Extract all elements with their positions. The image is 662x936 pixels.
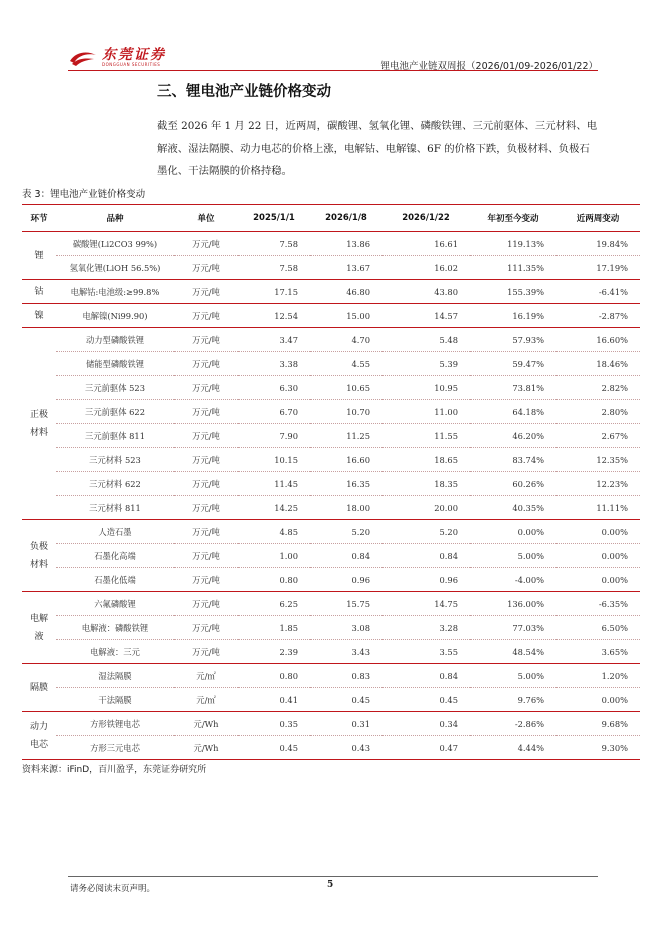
table-cell: 2.39 bbox=[238, 640, 310, 664]
table-cell: 石墨化高端 bbox=[56, 544, 174, 568]
table-cell: 3.65% bbox=[556, 640, 640, 664]
table-cell: 万元/吨 bbox=[174, 256, 238, 280]
table-cell: -4.00% bbox=[470, 568, 556, 592]
table-cell: 11.25 bbox=[310, 424, 382, 448]
table-row bbox=[22, 616, 640, 640]
column-header: 2025/1/1 bbox=[238, 205, 310, 232]
table-cell: 20.00 bbox=[382, 496, 470, 520]
logo-swoosh-icon bbox=[68, 49, 98, 67]
table-cell: 0.45 bbox=[382, 688, 470, 712]
table-row bbox=[22, 544, 640, 568]
column-header: 单位 bbox=[174, 205, 238, 232]
table-cell: 0.41 bbox=[238, 688, 310, 712]
table-cell: 5.20 bbox=[310, 520, 382, 544]
table-cell: 万元/吨 bbox=[174, 448, 238, 472]
header-divider bbox=[68, 70, 598, 71]
table-row bbox=[22, 328, 640, 352]
price-change-table bbox=[22, 204, 640, 760]
table-cell: 5.48 bbox=[382, 328, 470, 352]
footer-disclaimer: 请务必阅读末页声明。 bbox=[70, 884, 156, 894]
table-cell: 万元/吨 bbox=[174, 400, 238, 424]
table-cell: 0.00% bbox=[470, 520, 556, 544]
table-cell: 方形三元电芯 bbox=[56, 736, 174, 760]
table-cell: -2.87% bbox=[556, 304, 640, 328]
table-cell: 元/㎡ bbox=[174, 664, 238, 688]
table-cell: 方形铁锂电芯 bbox=[56, 712, 174, 736]
table-cell: 0.45 bbox=[310, 688, 382, 712]
table-cell: 0.35 bbox=[238, 712, 310, 736]
table-cell: 动力型磷酸铁锂 bbox=[56, 328, 174, 352]
table-cell: 59.47% bbox=[470, 352, 556, 376]
table-cell: 万元/吨 bbox=[174, 280, 238, 304]
table-header-row bbox=[22, 205, 640, 232]
table-cell: 3.28 bbox=[382, 616, 470, 640]
table-row bbox=[22, 424, 640, 448]
table-cell: 万元/吨 bbox=[174, 592, 238, 616]
table-cell: 石墨化低端 bbox=[56, 568, 174, 592]
table-cell: 3.43 bbox=[310, 640, 382, 664]
table-cell: 0.00% bbox=[556, 520, 640, 544]
table-cell: 14.75 bbox=[382, 592, 470, 616]
table-row bbox=[22, 640, 640, 664]
table-cell: 六氟磷酸锂 bbox=[56, 592, 174, 616]
table-cell: 16.60 bbox=[310, 448, 382, 472]
table-cell: 电解镍(Ni99.90) bbox=[56, 304, 174, 328]
data-source: 资料来源：iFinD，百川盈孚，东莞证券研究所 bbox=[22, 765, 207, 775]
table-cell: 17.19% bbox=[556, 256, 640, 280]
column-header: 近两周变动 bbox=[556, 205, 640, 232]
table-cell: 16.35 bbox=[310, 472, 382, 496]
table-cell: 19.84% bbox=[556, 232, 640, 256]
table-cell: 2.82% bbox=[556, 376, 640, 400]
table-cell: 电解钴:电池级:≥99.8% bbox=[56, 280, 174, 304]
table-cell: 0.80 bbox=[238, 664, 310, 688]
table-cell: 0.84 bbox=[310, 544, 382, 568]
table-cell: 干法隔膜 bbox=[56, 688, 174, 712]
company-logo bbox=[68, 48, 166, 68]
table-row bbox=[22, 592, 640, 616]
segment-cell: 电解 液 bbox=[22, 592, 56, 664]
table-cell: 18.35 bbox=[382, 472, 470, 496]
table-cell: 万元/吨 bbox=[174, 544, 238, 568]
column-header: 2026/1/22 bbox=[382, 205, 470, 232]
table-cell: 3.38 bbox=[238, 352, 310, 376]
table-cell: 三元材料 811 bbox=[56, 496, 174, 520]
table-row bbox=[22, 520, 640, 544]
table-cell: 碳酸锂(Li2CO3 99%) bbox=[56, 232, 174, 256]
table-cell: 0.34 bbox=[382, 712, 470, 736]
table-cell: 电解液：磷酸铁锂 bbox=[56, 616, 174, 640]
table-cell: 15.75 bbox=[310, 592, 382, 616]
table-row bbox=[22, 304, 640, 328]
table-cell: 万元/吨 bbox=[174, 640, 238, 664]
table-cell: 三元材料 622 bbox=[56, 472, 174, 496]
table-cell: 16.61 bbox=[382, 232, 470, 256]
table-cell: 5.00% bbox=[470, 664, 556, 688]
table-cell: 0.31 bbox=[310, 712, 382, 736]
table-cell: 77.03% bbox=[470, 616, 556, 640]
logo-english-name: DONGGUAN SECURITIES bbox=[102, 62, 161, 67]
table-cell: 136.00% bbox=[470, 592, 556, 616]
table-row bbox=[22, 448, 640, 472]
summary-paragraph: 截至 2026 年 1 月 22 日，近两周，碳酸锂、氢氧化锂、磷酸铁锂、三元前驱体、三元材料、电解液、湿法隔膜、动力电芯的价格上涨，电解钴、电解镍、6F 的价格下跌，负极材料、负极石墨化、干法隔膜的价格持稳。 bbox=[157, 120, 598, 177]
table-cell: 10.70 bbox=[310, 400, 382, 424]
table-cell: -6.41% bbox=[556, 280, 640, 304]
table-cell: 10.65 bbox=[310, 376, 382, 400]
table-cell: 16.02 bbox=[382, 256, 470, 280]
table-cell: 三元前驱体 523 bbox=[56, 376, 174, 400]
table-cell: 16.19% bbox=[470, 304, 556, 328]
table-cell: 0.84 bbox=[382, 544, 470, 568]
table-cell: 0.47 bbox=[382, 736, 470, 760]
table-cell: 10.95 bbox=[382, 376, 470, 400]
table-cell: 万元/吨 bbox=[174, 520, 238, 544]
table-cell: 16.60% bbox=[556, 328, 640, 352]
table-cell: 9.68% bbox=[556, 712, 640, 736]
table-cell: 0.84 bbox=[382, 664, 470, 688]
table-cell: 0.00% bbox=[556, 688, 640, 712]
table-cell: 4.44% bbox=[470, 736, 556, 760]
table-cell: 3.08 bbox=[310, 616, 382, 640]
table-row bbox=[22, 496, 640, 520]
segment-cell: 正极 材料 bbox=[22, 328, 56, 520]
table-cell: 4.55 bbox=[310, 352, 382, 376]
table-cell: 三元前驱体 622 bbox=[56, 400, 174, 424]
page-number: 5 bbox=[327, 880, 334, 890]
table-cell: 7.90 bbox=[238, 424, 310, 448]
table-cell: 11.55 bbox=[382, 424, 470, 448]
table-row bbox=[22, 472, 640, 496]
table-row bbox=[22, 352, 640, 376]
table-cell: 万元/吨 bbox=[174, 496, 238, 520]
table-body bbox=[22, 232, 640, 760]
table-cell: 9.30% bbox=[556, 736, 640, 760]
segment-cell: 钴 bbox=[22, 280, 56, 304]
table-cell: 11.00 bbox=[382, 400, 470, 424]
table-cell: 48.54% bbox=[470, 640, 556, 664]
segment-cell: 隔膜 bbox=[22, 664, 56, 712]
table-cell: 43.80 bbox=[382, 280, 470, 304]
table-cell: 12.35% bbox=[556, 448, 640, 472]
table-cell: 万元/吨 bbox=[174, 328, 238, 352]
table-cell: 73.81% bbox=[470, 376, 556, 400]
table-cell: 46.80 bbox=[310, 280, 382, 304]
table-row bbox=[22, 568, 640, 592]
table-cell: 湿法隔膜 bbox=[56, 664, 174, 688]
table-cell: 三元前驱体 811 bbox=[56, 424, 174, 448]
table-cell: 46.20% bbox=[470, 424, 556, 448]
table-cell: 13.67 bbox=[310, 256, 382, 280]
table-cell: 9.76% bbox=[470, 688, 556, 712]
table-cell: 11.45 bbox=[238, 472, 310, 496]
table-cell: 10.15 bbox=[238, 448, 310, 472]
table-row bbox=[22, 400, 640, 424]
table-cell: 14.57 bbox=[382, 304, 470, 328]
segment-cell: 负极 材料 bbox=[22, 520, 56, 592]
table-cell: 1.00 bbox=[238, 544, 310, 568]
segment-cell: 镍 bbox=[22, 304, 56, 328]
table-cell: 三元材料 523 bbox=[56, 448, 174, 472]
table-cell: 6.70 bbox=[238, 400, 310, 424]
table-cell: 6.30 bbox=[238, 376, 310, 400]
table-cell: 11.11% bbox=[556, 496, 640, 520]
table-cell: 0.00% bbox=[556, 568, 640, 592]
segment-cell: 锂 bbox=[22, 232, 56, 280]
table-cell: 60.26% bbox=[470, 472, 556, 496]
table-cell: 155.39% bbox=[470, 280, 556, 304]
table-cell: 13.86 bbox=[310, 232, 382, 256]
column-header: 环节 bbox=[22, 205, 56, 232]
table-cell: 6.50% bbox=[556, 616, 640, 640]
table-cell: 电解液：三元 bbox=[56, 640, 174, 664]
table-cell: 4.85 bbox=[238, 520, 310, 544]
table-cell: 0.83 bbox=[310, 664, 382, 688]
table-row bbox=[22, 688, 640, 712]
table-row bbox=[22, 664, 640, 688]
table-row bbox=[22, 376, 640, 400]
table-cell: 万元/吨 bbox=[174, 304, 238, 328]
table-row bbox=[22, 232, 640, 256]
table-cell: 3.55 bbox=[382, 640, 470, 664]
table-caption: 表 3：锂电池产业链价格变动 bbox=[22, 189, 146, 200]
footer-divider bbox=[68, 876, 598, 877]
table-cell: 5.20 bbox=[382, 520, 470, 544]
table-cell: 1.20% bbox=[556, 664, 640, 688]
report-title: 锂电池产业链双周报（2026/01/09-2026/01/22） bbox=[380, 61, 598, 72]
table-cell: 0.96 bbox=[382, 568, 470, 592]
table-cell: 0.80 bbox=[238, 568, 310, 592]
table-cell: 6.25 bbox=[238, 592, 310, 616]
table-cell: 元/Wh bbox=[174, 712, 238, 736]
table-cell: 0.45 bbox=[238, 736, 310, 760]
table-cell: 12.54 bbox=[238, 304, 310, 328]
table-cell: 111.35% bbox=[470, 256, 556, 280]
table-row bbox=[22, 280, 640, 304]
table-cell: 18.46% bbox=[556, 352, 640, 376]
table-cell: 万元/吨 bbox=[174, 616, 238, 640]
table-cell: 18.65 bbox=[382, 448, 470, 472]
table-cell: 储能型磷酸铁锂 bbox=[56, 352, 174, 376]
table-cell: -2.86% bbox=[470, 712, 556, 736]
table-cell: 万元/吨 bbox=[174, 352, 238, 376]
table-cell: 4.70 bbox=[310, 328, 382, 352]
table-cell: 17.15 bbox=[238, 280, 310, 304]
table-cell: 14.25 bbox=[238, 496, 310, 520]
table-cell: 119.13% bbox=[470, 232, 556, 256]
table-cell: 0.00% bbox=[556, 544, 640, 568]
table-cell: 18.00 bbox=[310, 496, 382, 520]
table-cell: 40.35% bbox=[470, 496, 556, 520]
segment-cell: 动力 电芯 bbox=[22, 712, 56, 760]
table-row bbox=[22, 256, 640, 280]
table-cell: 万元/吨 bbox=[174, 424, 238, 448]
table-cell: 人造石墨 bbox=[56, 520, 174, 544]
table-cell: 元/㎡ bbox=[174, 688, 238, 712]
column-header: 年初至今变动 bbox=[470, 205, 556, 232]
table-cell: 万元/吨 bbox=[174, 232, 238, 256]
page-header bbox=[68, 46, 598, 72]
table-cell: 2.67% bbox=[556, 424, 640, 448]
column-header: 2026/1/8 bbox=[310, 205, 382, 232]
column-header: 品种 bbox=[56, 205, 174, 232]
table-cell: 万元/吨 bbox=[174, 568, 238, 592]
table-cell: 0.96 bbox=[310, 568, 382, 592]
table-cell: 1.85 bbox=[238, 616, 310, 640]
table-cell: 3.47 bbox=[238, 328, 310, 352]
table-cell: 57.93% bbox=[470, 328, 556, 352]
table-cell: 元/Wh bbox=[174, 736, 238, 760]
table-cell: 万元/吨 bbox=[174, 472, 238, 496]
table-cell: 12.23% bbox=[556, 472, 640, 496]
table-row bbox=[22, 712, 640, 736]
table-cell: 15.00 bbox=[310, 304, 382, 328]
table-cell: 83.74% bbox=[470, 448, 556, 472]
table-cell: 64.18% bbox=[470, 400, 556, 424]
table-cell: 5.39 bbox=[382, 352, 470, 376]
table-cell: -6.35% bbox=[556, 592, 640, 616]
table-cell: 万元/吨 bbox=[174, 376, 238, 400]
table-cell: 氢氧化锂(LiOH 56.5%) bbox=[56, 256, 174, 280]
section-title: 三、锂电池产业链价格变动 bbox=[157, 84, 331, 100]
table-cell: 7.58 bbox=[238, 232, 310, 256]
table-cell: 2.80% bbox=[556, 400, 640, 424]
table-row bbox=[22, 736, 640, 760]
table-cell: 7.58 bbox=[238, 256, 310, 280]
table-cell: 0.43 bbox=[310, 736, 382, 760]
logo-chinese-name: 东莞证券 bbox=[102, 47, 166, 63]
table-cell: 5.00% bbox=[470, 544, 556, 568]
